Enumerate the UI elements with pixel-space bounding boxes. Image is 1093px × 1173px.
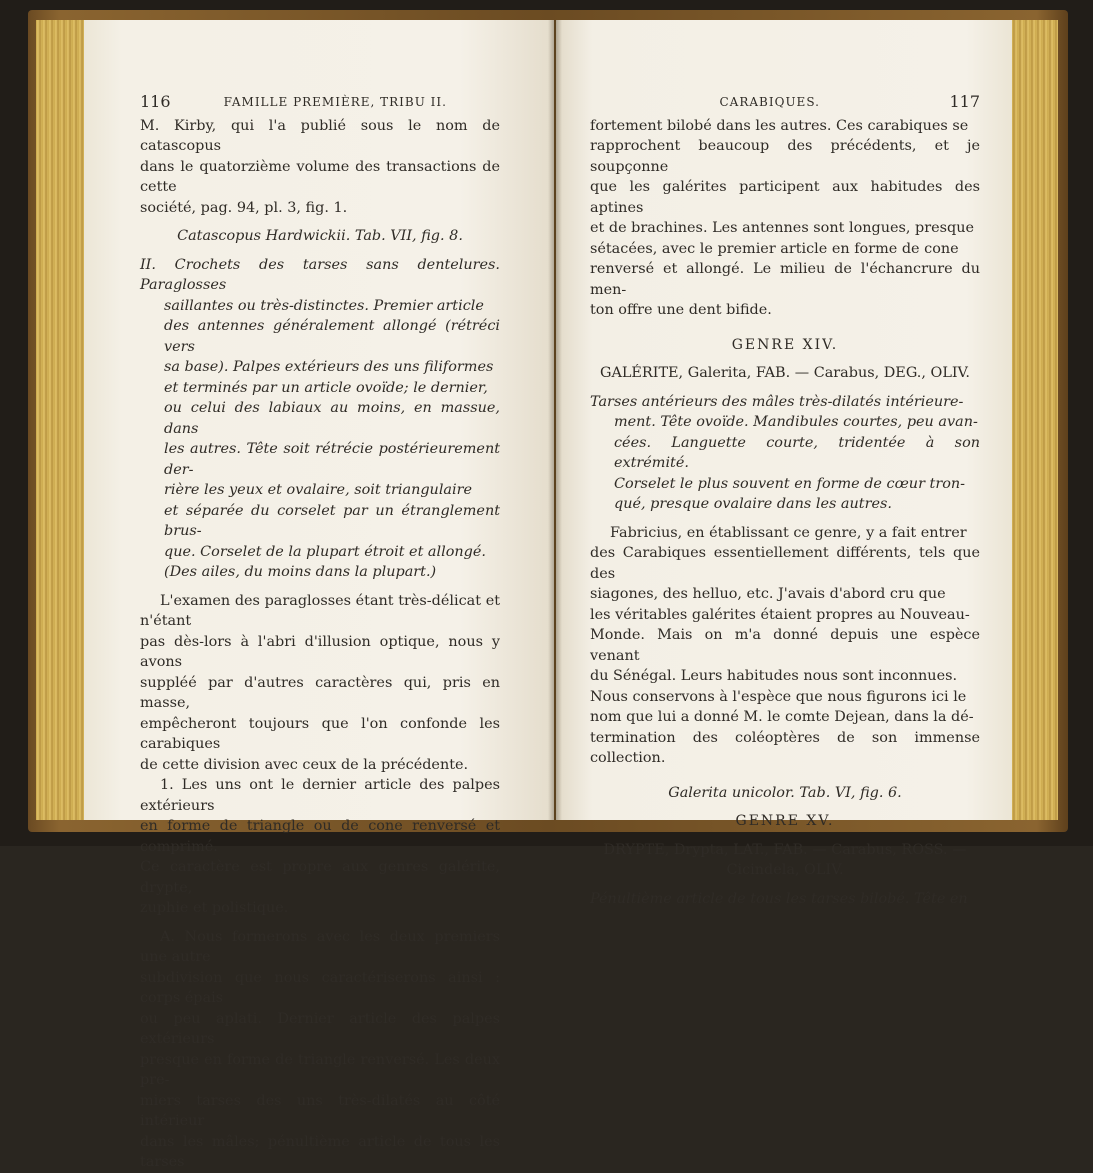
galerite-desc-line-4: qué, presque ovalaire dans les autres. <box>614 496 892 512</box>
examen-line-1: pas dès-lors à l'abri d'illusion optique, nous y avons <box>140 633 500 670</box>
left-intro-line-2: société, pag. 94, pl. 3, fig. 1. <box>140 199 348 216</box>
galerite-desc-line-0: Tarses antérieurs des mâles très-dilatés intérieure- <box>590 393 964 410</box>
para1-line-0: 1. Les uns ont le dernier article des palpes extérieurs <box>140 777 500 814</box>
section-ii-line-10: (Des ailes, du moins dans la plupart.) <box>164 564 437 580</box>
paraa-line-0: A. Nous formerons avec les deux premiers une autre <box>140 928 500 965</box>
paraa-line-2: ou peu aplati. Dernier article des palpes extérieurs <box>140 1010 500 1047</box>
paraa-line-3: presque en forme de triangle renversé. Les deux pre- <box>140 1051 500 1088</box>
fabricius-line-7: nom que lui a donné M. le comte Dejean, dans la dé- <box>590 709 974 725</box>
section-ii <box>140 255 500 583</box>
para1-line-1: en forme de triangle ou de cone renversé et comprimé. <box>140 818 500 855</box>
drypte-title-line-0: DRYPTE, Drypta, LAT., FAB. — Carabus, ROSS. — <box>603 841 967 858</box>
right-page-edges <box>1012 20 1058 820</box>
section-ii-line-0: II. Crochets des tarses sans dentelures. Paraglosses <box>140 256 500 293</box>
fabricius-line-2: siagones, des helluo, etc. J'avais d'abord cru que <box>590 586 946 602</box>
right-intro-line-3: et de brachines. Les antennes sont longues, presque <box>590 220 975 236</box>
genre-xiv-heading: GENRE XIV. <box>731 336 839 353</box>
section-ii-line-3: sa base). Palpes extérieurs des uns filiformes <box>164 359 494 375</box>
galerite-description <box>590 392 980 515</box>
right-page-number: 117 <box>949 92 980 111</box>
para1-line-2: Ce caractère est propre aux genres galérite, drypte, <box>140 859 500 896</box>
paraa-line-5: dans les mâles; pénultième article de tous les tarses <box>140 1133 500 1170</box>
paragraph-a <box>140 927 500 1173</box>
section-ii-line-1: saillantes ou très-distinctes. Premier article <box>164 297 484 314</box>
fabricius-line-1: des Carabiques essentiellement différents, tels que des <box>590 545 980 582</box>
book-gutter-shadow <box>548 20 562 820</box>
section-ii-line-4: et terminés par un article ovoïde; le dernier, <box>164 379 488 396</box>
genre-xv-heading: GENRE XV. <box>735 813 835 829</box>
examen-line-0: L'examen des paraglosses étant très-délicat et n'étant <box>140 592 500 629</box>
section-ii-line-9: que. Corselet de la plupart étroit et allongé. <box>164 543 486 560</box>
left-running-head <box>140 92 500 113</box>
paraa-line-4: miers tarses des uns très-dilatés au côté intérieur <box>140 1092 500 1129</box>
right-running-title: CARABIQUES. <box>719 95 820 109</box>
right-running-head <box>590 92 980 113</box>
right-intro-line-0: fortement bilobé dans les autres. Ces carabiques se <box>590 117 969 134</box>
right-page-text <box>590 92 980 909</box>
right-intro-line-6: ton offre une dent bifide. <box>590 302 772 318</box>
fabricius-line-8: termination des coléoptères de son immense collection. <box>590 729 980 766</box>
left-running-title: FAMILLE PREMIÈRE, TRIBU II. <box>223 95 447 109</box>
paragraph-1 <box>140 775 500 919</box>
drypte-title-line-1: Cicindela, OLIV. <box>726 862 844 878</box>
galerita-species: Galerita unicolor. Tab. VI, fig. 6. <box>668 784 902 801</box>
fabricius-line-3: les véritables galérites étaient propres au Nouveau- <box>590 606 970 623</box>
fabricius-line-0: Fabricius, en établissant ce genre, y a fait entrer <box>610 524 967 541</box>
paragraph-fabricius <box>590 523 980 769</box>
right-intro-line-4: sétacées, avec le premier article en forme de cone <box>590 240 959 257</box>
section-ii-line-6: les autres. Tête soit rétrécie postérieurement der- <box>164 441 500 478</box>
left-intro-line-1: dans le quatorzième volume des transactions de cette <box>140 158 500 195</box>
paraa-line-1: subdivision que nous caractériserons ainsi : corps épais <box>140 969 500 1006</box>
right-intro-line-2: que les galérites participent aux habitudes des aptines <box>590 179 980 216</box>
section-ii-line-7: rière les yeux et ovalaire, soit triangulaire <box>164 482 473 498</box>
left-page <box>84 20 554 1170</box>
examen-line-4: de cette division avec ceux de la précédente. <box>140 756 469 773</box>
section-ii-line-2: des antennes généralement allongé (rétréci vers <box>164 318 500 355</box>
fabricius-line-6: Nous conservons à l'espèce que nous figurons ici le <box>590 688 967 705</box>
galerite-desc-line-1: ment. Tête ovoïde. Mandibules courtes, peu avan- <box>614 414 978 430</box>
left-page-edges <box>36 20 84 820</box>
section-ii-line-8: et séparée du corselet par un étranglement brus- <box>164 502 500 539</box>
left-page-number: 116 <box>140 92 171 111</box>
section-ii-line-5: ou celui des labiaux au moins, en massue, dans <box>164 400 500 437</box>
right-page <box>556 20 1012 907</box>
examen-line-3: empêcheront toujours que l'on confonde les carabiques <box>140 715 500 752</box>
right-intro-line-1: rapprochent beaucoup des précédents, et je soupçonne <box>590 138 980 175</box>
galerite-title: GALÉRITE, Galerita, FAB. — Carabus, DEG., OLIV. <box>599 365 971 381</box>
fabricius-line-4: Monde. Mais on m'a donné depuis une espèce venant <box>590 627 980 664</box>
examen-line-2: suppléé par d'autres caractères qui, pris en masse, <box>140 674 500 711</box>
paragraph-examen <box>140 591 500 776</box>
galerite-desc-line-2: cées. Languette courte, tridentée à son extrémité. <box>614 434 980 471</box>
para1-line-3: zuphie et polistique. <box>140 900 289 916</box>
fabricius-line-5: du Sénégal. Leurs habitudes nous sont inconnues. <box>590 668 958 684</box>
catascopus-species: Catascopus Hardwickii. Tab. VII, fig. 8. <box>177 228 463 244</box>
left-page-text <box>140 92 500 1173</box>
galerite-desc-line-3: Corselet le plus souvent en forme de cœur tron- <box>614 475 965 492</box>
right-intro-line-5: renversé et allongé. Le milieu de l'échancrure du men- <box>590 261 980 298</box>
left-intro-line-0: M. Kirby, qui l'a publié sous le nom de catascopus <box>140 117 500 154</box>
right-last-line: Pénultième article de tous les tarses bilobé. Tête en <box>590 890 968 907</box>
